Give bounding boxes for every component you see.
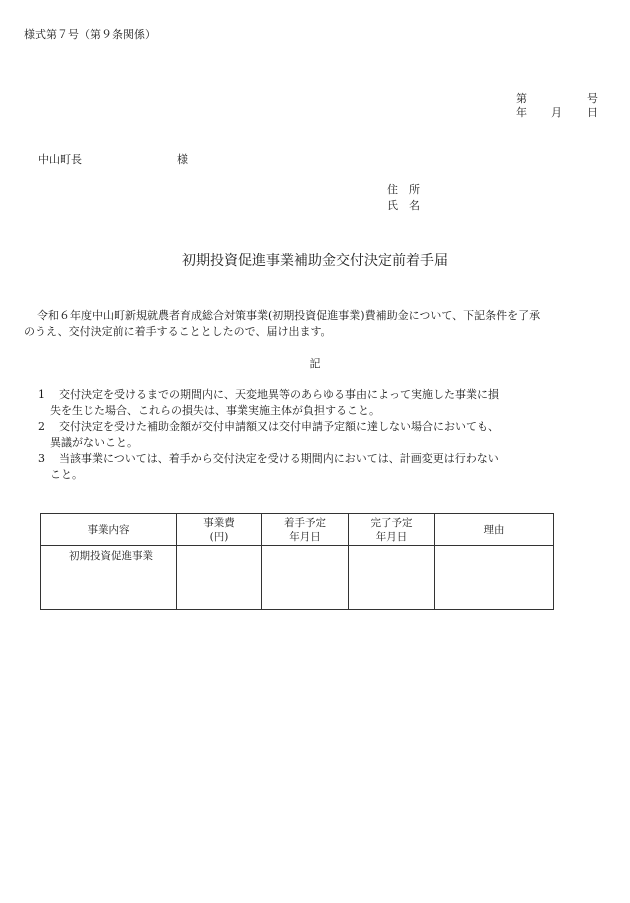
- cell-content: 初期投資促進事業: [41, 546, 177, 610]
- condition-number: 3: [38, 452, 45, 465]
- cell-reason: [435, 546, 554, 610]
- doc-number-suffix: 号: [587, 92, 598, 105]
- addressee-honorific: 様: [177, 153, 188, 166]
- condition-text-line-2: こと。: [50, 468, 83, 481]
- condition-number: 2: [38, 420, 45, 433]
- ki-mark: 記: [309, 357, 321, 370]
- body-line-1: 令和６年度中山町新規就農者育成総合対策事業(初期投資促進事業)費補助金について、下記条件を了承: [37, 309, 541, 322]
- cell-start-date: [262, 546, 349, 610]
- header-start-date: 着手予定 年月日: [262, 514, 349, 546]
- condition-text-line-2: 異議がないこと。: [50, 436, 138, 449]
- condition-text-line-2: 失を生じた場合、これらの損失は、事業実施主体が負担すること。: [50, 404, 380, 417]
- condition-item: [38, 387, 499, 419]
- doc-number-prefix: 第: [516, 92, 527, 105]
- name-label: 氏 名: [387, 199, 420, 212]
- body-paragraph: [24, 308, 614, 340]
- condition-item: [38, 419, 499, 451]
- table-header-row: [41, 514, 554, 546]
- condition-text-line-1: 交付決定を受けた補助金額が交付申請額又は交付申請予定額に達しない場合においても、: [59, 420, 499, 433]
- addressee-name: 中山町長: [38, 153, 82, 166]
- body-line-2: のうえ、交付決定前に着手することとしたので、届け出ます。: [24, 325, 332, 338]
- condition-item: [38, 451, 499, 483]
- table-row: [41, 546, 554, 610]
- condition-number: 1: [38, 388, 45, 401]
- cell-finish-date: [349, 546, 435, 610]
- condition-text-line-1: 交付決定を受けるまでの期間内に、天変地異等のあらゆる事由によって実施した事業に損: [59, 388, 499, 401]
- header-content: 事業内容: [41, 514, 177, 546]
- form-number: 様式第７号（第９条関係）: [24, 28, 156, 41]
- header-cost: 事業費 (円): [177, 514, 262, 546]
- cell-cost: [177, 546, 262, 610]
- date-month: 月: [551, 106, 562, 119]
- document-number-line: [0, 90, 630, 104]
- document-title: 初期投資促進事業補助金交付決定前着手届: [182, 253, 448, 269]
- date-year: 年: [516, 106, 527, 119]
- condition-text-line-1: 当該事業については、着手から交付決定を受ける期間内においては、計画変更は行わない: [59, 452, 499, 465]
- address-label: 住 所: [387, 183, 420, 196]
- header-reason: 理由: [435, 514, 554, 546]
- date-day: 日: [587, 106, 598, 119]
- header-finish-date: 完了予定 年月日: [349, 514, 435, 546]
- date-line: [0, 104, 630, 118]
- project-table: [40, 513, 554, 610]
